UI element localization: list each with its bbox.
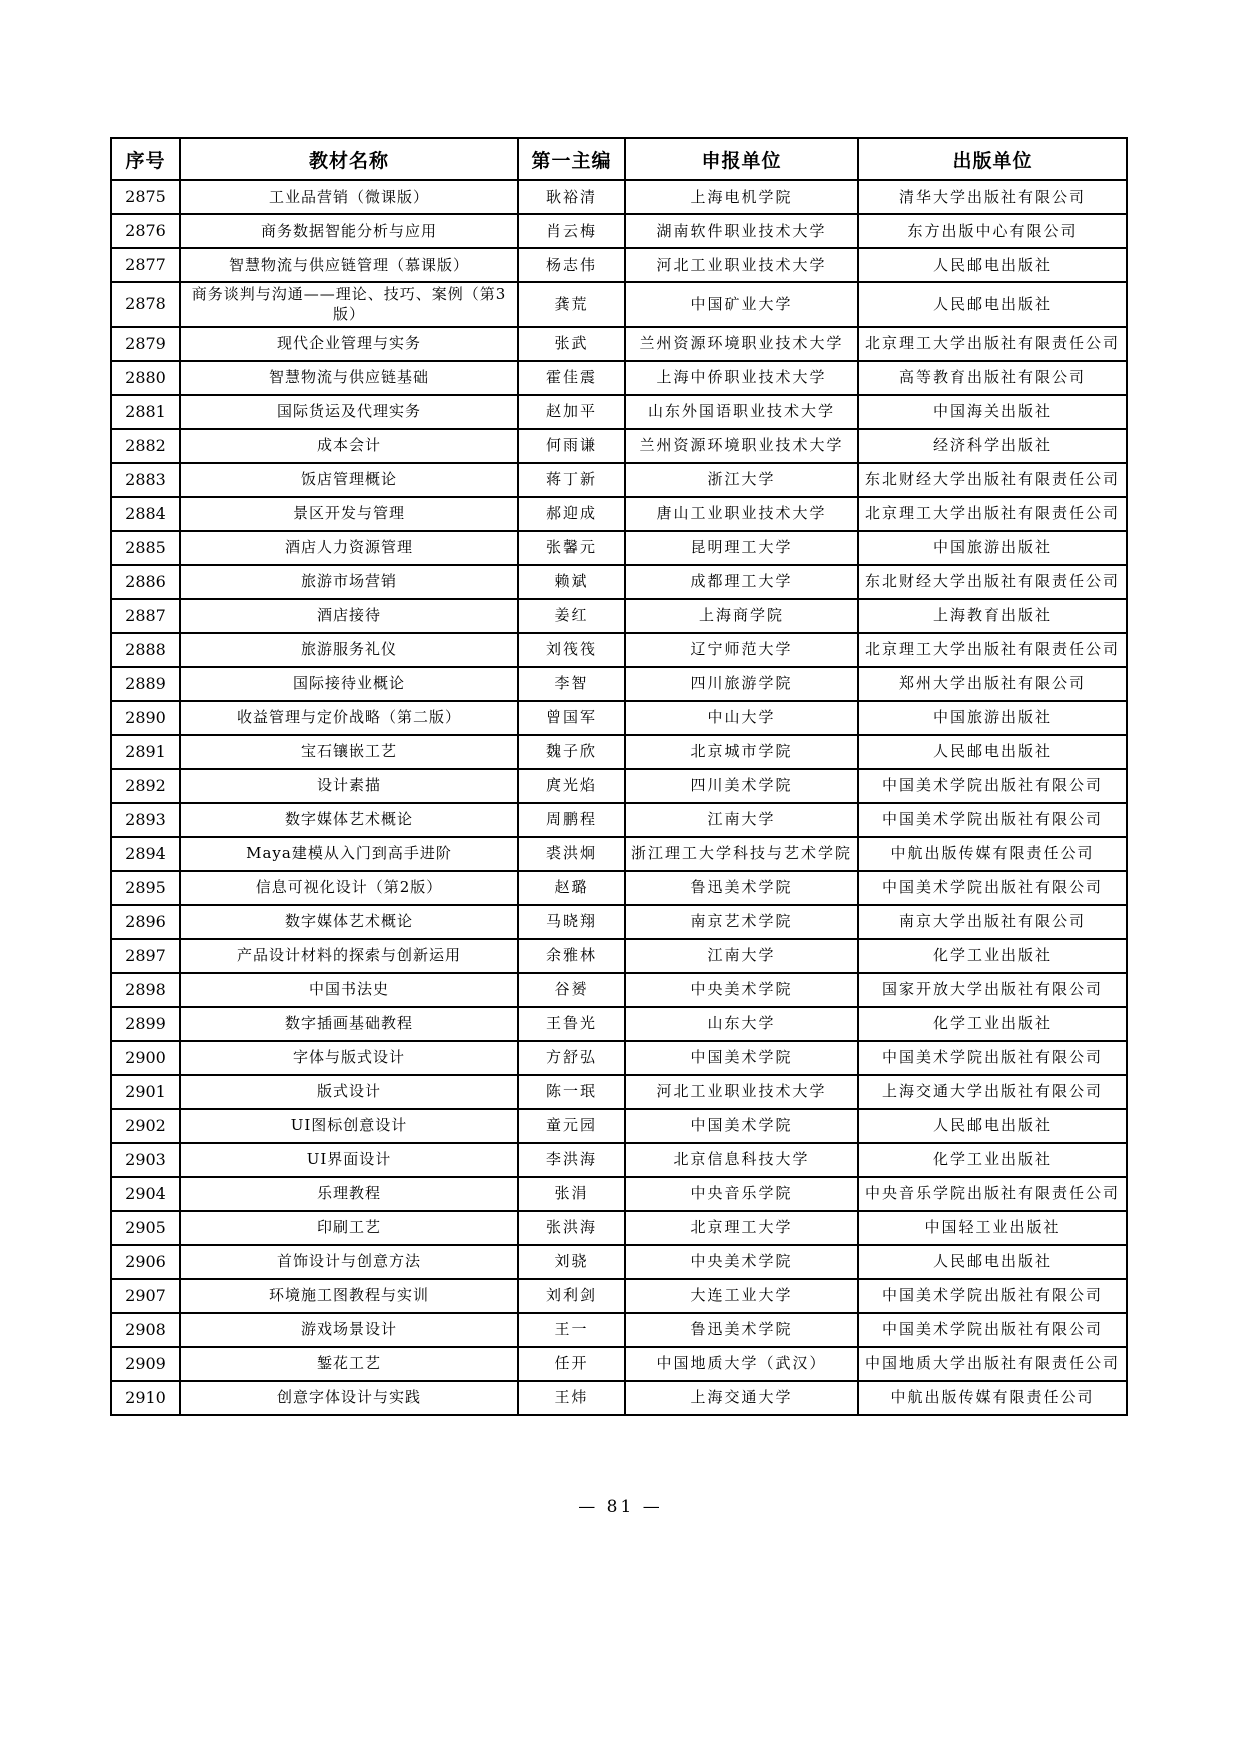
applicant-cell: 北京理工大学 — [625, 1211, 858, 1245]
header-publisher: 出版单位 — [858, 138, 1127, 180]
publisher-cell: 中国美术学院出版社有限公司 — [858, 1041, 1127, 1075]
editor-cell: 王鲁光 — [518, 1007, 625, 1041]
title-cell: 旅游市场营销 — [180, 565, 518, 599]
table-row — [111, 701, 1127, 735]
serial-cell: 2904 — [111, 1177, 180, 1211]
applicant-cell: 上海电机学院 — [625, 180, 858, 214]
publisher-cell: 中国美术学院出版社有限公司 — [858, 769, 1127, 803]
publisher-cell: 人民邮电出版社 — [858, 735, 1127, 769]
publisher-cell: 北京理工大学出版社有限责任公司 — [858, 327, 1127, 361]
serial-cell: 2891 — [111, 735, 180, 769]
publisher-cell: 北京理工大学出版社有限责任公司 — [858, 497, 1127, 531]
serial-cell: 2893 — [111, 803, 180, 837]
publisher-cell: 中国美术学院出版社有限公司 — [858, 1279, 1127, 1313]
applicant-cell: 中国矿业大学 — [625, 282, 858, 327]
table-row — [111, 1211, 1127, 1245]
editor-cell: 郝迎成 — [518, 497, 625, 531]
serial-cell: 2910 — [111, 1381, 180, 1415]
applicant-cell: 成都理工大学 — [625, 565, 858, 599]
publisher-cell: 高等教育出版社有限公司 — [858, 361, 1127, 395]
editor-cell: 曾国军 — [518, 701, 625, 735]
applicant-cell: 中央音乐学院 — [625, 1177, 858, 1211]
table-row — [111, 837, 1127, 871]
applicant-cell: 中国地质大学（武汉） — [625, 1347, 858, 1381]
title-cell: 创意字体设计与实践 — [180, 1381, 518, 1415]
table-row — [111, 214, 1127, 248]
applicant-cell: 上海交通大学 — [625, 1381, 858, 1415]
title-cell: 版式设计 — [180, 1075, 518, 1109]
editor-cell: 魏子欣 — [518, 735, 625, 769]
table-row — [111, 180, 1127, 214]
table-row — [111, 973, 1127, 1007]
title-cell: 信息可视化设计（第2版） — [180, 871, 518, 905]
editor-cell: 陈一珉 — [518, 1075, 625, 1109]
editor-cell: 余雅林 — [518, 939, 625, 973]
publisher-cell: 郑州大学出版社有限公司 — [858, 667, 1127, 701]
serial-cell: 2900 — [111, 1041, 180, 1075]
serial-cell: 2884 — [111, 497, 180, 531]
title-cell: 成本会计 — [180, 429, 518, 463]
publisher-cell: 中航出版传媒有限责任公司 — [858, 837, 1127, 871]
title-cell: 宝石镶嵌工艺 — [180, 735, 518, 769]
serial-cell: 2896 — [111, 905, 180, 939]
editor-cell: 张武 — [518, 327, 625, 361]
table-row — [111, 871, 1127, 905]
applicant-cell: 唐山工业职业技术大学 — [625, 497, 858, 531]
editor-cell: 耿裕清 — [518, 180, 625, 214]
applicant-cell: 江南大学 — [625, 939, 858, 973]
table-row — [111, 667, 1127, 701]
publisher-cell: 人民邮电出版社 — [858, 248, 1127, 282]
table-row — [111, 633, 1127, 667]
serial-cell: 2886 — [111, 565, 180, 599]
publisher-cell: 人民邮电出版社 — [858, 1245, 1127, 1279]
table-row — [111, 1109, 1127, 1143]
table-row — [111, 361, 1127, 395]
title-cell: 现代企业管理与实务 — [180, 327, 518, 361]
publisher-cell: 东北财经大学出版社有限责任公司 — [858, 565, 1127, 599]
publisher-cell: 上海交通大学出版社有限公司 — [858, 1075, 1127, 1109]
title-cell: 数字媒体艺术概论 — [180, 803, 518, 837]
table-row — [111, 327, 1127, 361]
header-serial: 序号 — [111, 138, 180, 180]
header-applicant: 申报单位 — [625, 138, 858, 180]
publisher-cell: 中国美术学院出版社有限公司 — [858, 803, 1127, 837]
publisher-cell: 人民邮电出版社 — [858, 1109, 1127, 1143]
table-row — [111, 1041, 1127, 1075]
serial-cell: 2892 — [111, 769, 180, 803]
applicant-cell: 四川美术学院 — [625, 769, 858, 803]
editor-cell: 姜红 — [518, 599, 625, 633]
serial-cell: 2889 — [111, 667, 180, 701]
editor-cell: 谷赟 — [518, 973, 625, 1007]
serial-cell: 2885 — [111, 531, 180, 565]
applicant-cell: 兰州资源环境职业技术大学 — [625, 327, 858, 361]
title-cell: 商务谈判与沟通——理论、技巧、案例（第3版） — [180, 282, 518, 327]
header-editor: 第一主编 — [518, 138, 625, 180]
editor-cell: 张馨元 — [518, 531, 625, 565]
serial-cell: 2888 — [111, 633, 180, 667]
serial-cell: 2894 — [111, 837, 180, 871]
editor-cell: 刘骁 — [518, 1245, 625, 1279]
table-row — [111, 1075, 1127, 1109]
title-cell: 游戏场景设计 — [180, 1313, 518, 1347]
publisher-cell: 南京大学出版社有限公司 — [858, 905, 1127, 939]
title-cell: 旅游服务礼仪 — [180, 633, 518, 667]
applicant-cell: 山东大学 — [625, 1007, 858, 1041]
title-cell: 酒店人力资源管理 — [180, 531, 518, 565]
applicant-cell: 江南大学 — [625, 803, 858, 837]
editor-cell: 赵璐 — [518, 871, 625, 905]
table-row — [111, 599, 1127, 633]
editor-cell: 刘筏筏 — [518, 633, 625, 667]
title-cell: 产品设计材料的探索与创新运用 — [180, 939, 518, 973]
editor-cell: 马晓翔 — [518, 905, 625, 939]
serial-cell: 2887 — [111, 599, 180, 633]
editor-cell: 李洪海 — [518, 1143, 625, 1177]
applicant-cell: 中国美术学院 — [625, 1109, 858, 1143]
title-cell: 国际货运及代理实务 — [180, 395, 518, 429]
editor-cell: 王炜 — [518, 1381, 625, 1415]
table-row — [111, 1177, 1127, 1211]
table-row — [111, 395, 1127, 429]
title-cell: UI图标创意设计 — [180, 1109, 518, 1143]
editor-cell: 蒋丁新 — [518, 463, 625, 497]
applicant-cell: 上海中侨职业技术大学 — [625, 361, 858, 395]
publisher-cell: 国家开放大学出版社有限公司 — [858, 973, 1127, 1007]
serial-cell: 2881 — [111, 395, 180, 429]
applicant-cell: 中国美术学院 — [625, 1041, 858, 1075]
applicant-cell: 中央美术学院 — [625, 1245, 858, 1279]
serial-cell: 2890 — [111, 701, 180, 735]
publisher-cell: 中国旅游出版社 — [858, 701, 1127, 735]
applicant-cell: 南京艺术学院 — [625, 905, 858, 939]
editor-cell: 肖云梅 — [518, 214, 625, 248]
title-cell: 酒店接待 — [180, 599, 518, 633]
table-row — [111, 803, 1127, 837]
title-cell: 国际接待业概论 — [180, 667, 518, 701]
serial-cell: 2880 — [111, 361, 180, 395]
applicant-cell: 浙江理工大学科技与艺术学院 — [625, 837, 858, 871]
serial-cell: 2878 — [111, 282, 180, 327]
publisher-cell: 东方出版中心有限公司 — [858, 214, 1127, 248]
editor-cell: 童元园 — [518, 1109, 625, 1143]
editor-cell: 方舒弘 — [518, 1041, 625, 1075]
applicant-cell: 浙江大学 — [625, 463, 858, 497]
serial-cell: 2876 — [111, 214, 180, 248]
serial-cell: 2908 — [111, 1313, 180, 1347]
editor-cell: 何雨谦 — [518, 429, 625, 463]
title-cell: Maya建模从入门到高手进阶 — [180, 837, 518, 871]
serial-cell: 2903 — [111, 1143, 180, 1177]
title-cell: 字体与版式设计 — [180, 1041, 518, 1075]
serial-cell: 2895 — [111, 871, 180, 905]
publisher-cell: 化学工业出版社 — [858, 1007, 1127, 1041]
header-title: 教材名称 — [180, 138, 518, 180]
table-row — [111, 282, 1127, 327]
editor-cell: 李智 — [518, 667, 625, 701]
serial-cell: 2879 — [111, 327, 180, 361]
applicant-cell: 辽宁师范大学 — [625, 633, 858, 667]
title-cell: 印刷工艺 — [180, 1211, 518, 1245]
publisher-cell: 中国地质大学出版社有限责任公司 — [858, 1347, 1127, 1381]
editor-cell: 刘利剑 — [518, 1279, 625, 1313]
table-row — [111, 1279, 1127, 1313]
title-cell: 乐理教程 — [180, 1177, 518, 1211]
applicant-cell: 大连工业大学 — [625, 1279, 858, 1313]
title-cell: 中国书法史 — [180, 973, 518, 1007]
title-cell: 景区开发与管理 — [180, 497, 518, 531]
table-header — [111, 138, 1127, 180]
editor-cell: 王一 — [518, 1313, 625, 1347]
table-row — [111, 1313, 1127, 1347]
applicant-cell: 昆明理工大学 — [625, 531, 858, 565]
title-cell: 收益管理与定价战略（第二版） — [180, 701, 518, 735]
title-cell: 商务数据智能分析与应用 — [180, 214, 518, 248]
serial-cell: 2905 — [111, 1211, 180, 1245]
table-row — [111, 1381, 1127, 1415]
publisher-cell: 化学工业出版社 — [858, 1143, 1127, 1177]
title-cell: 饭店管理概论 — [180, 463, 518, 497]
table-row — [111, 248, 1127, 282]
table-body — [111, 180, 1127, 1415]
applicant-cell: 河北工业职业技术大学 — [625, 1075, 858, 1109]
table-row — [111, 429, 1127, 463]
editor-cell: 赵加平 — [518, 395, 625, 429]
table-row — [111, 1143, 1127, 1177]
page-number: — 81 — — [578, 1497, 663, 1517]
editor-cell: 裘洪炯 — [518, 837, 625, 871]
serial-cell: 2899 — [111, 1007, 180, 1041]
publisher-cell: 清华大学出版社有限公司 — [858, 180, 1127, 214]
serial-cell: 2898 — [111, 973, 180, 1007]
table-row — [111, 1245, 1127, 1279]
publisher-cell: 中航出版传媒有限责任公司 — [858, 1381, 1127, 1415]
applicant-cell: 鲁迅美术学院 — [625, 871, 858, 905]
title-cell: 环境施工图教程与实训 — [180, 1279, 518, 1313]
table-row — [111, 565, 1127, 599]
publisher-cell: 中国旅游出版社 — [858, 531, 1127, 565]
title-cell: 设计素描 — [180, 769, 518, 803]
textbook-table — [110, 137, 1128, 1416]
serial-cell: 2902 — [111, 1109, 180, 1143]
title-cell: UI界面设计 — [180, 1143, 518, 1177]
applicant-cell: 河北工业职业技术大学 — [625, 248, 858, 282]
title-cell: 工业品营销（微课版） — [180, 180, 518, 214]
applicant-cell: 湖南软件职业技术大学 — [625, 214, 858, 248]
serial-cell: 2875 — [111, 180, 180, 214]
serial-cell: 2883 — [111, 463, 180, 497]
editor-cell: 龚荒 — [518, 282, 625, 327]
applicant-cell: 兰州资源环境职业技术大学 — [625, 429, 858, 463]
applicant-cell: 上海商学院 — [625, 599, 858, 633]
serial-cell: 2909 — [111, 1347, 180, 1381]
editor-cell: 霍佳震 — [518, 361, 625, 395]
publisher-cell: 化学工业出版社 — [858, 939, 1127, 973]
applicant-cell: 中山大学 — [625, 701, 858, 735]
applicant-cell: 北京信息科技大学 — [625, 1143, 858, 1177]
serial-cell: 2877 — [111, 248, 180, 282]
editor-cell: 张洪海 — [518, 1211, 625, 1245]
editor-cell: 任开 — [518, 1347, 625, 1381]
editor-cell: 杨志伟 — [518, 248, 625, 282]
applicant-cell: 山东外国语职业技术大学 — [625, 395, 858, 429]
serial-cell: 2907 — [111, 1279, 180, 1313]
serial-cell: 2897 — [111, 939, 180, 973]
table-row — [111, 463, 1127, 497]
editor-cell: 周鹏程 — [518, 803, 625, 837]
table-row — [111, 939, 1127, 973]
applicant-cell: 北京城市学院 — [625, 735, 858, 769]
publisher-cell: 人民邮电出版社 — [858, 282, 1127, 327]
table-row — [111, 1347, 1127, 1381]
table-row — [111, 531, 1127, 565]
publisher-cell: 经济科学出版社 — [858, 429, 1127, 463]
publisher-cell: 中国海关出版社 — [858, 395, 1127, 429]
editor-cell: 张涓 — [518, 1177, 625, 1211]
title-cell: 数字媒体艺术概论 — [180, 905, 518, 939]
applicant-cell: 中央美术学院 — [625, 973, 858, 1007]
publisher-cell: 中国美术学院出版社有限公司 — [858, 871, 1127, 905]
publisher-cell: 中国轻工业出版社 — [858, 1211, 1127, 1245]
publisher-cell: 中央音乐学院出版社有限责任公司 — [858, 1177, 1127, 1211]
publisher-cell: 北京理工大学出版社有限责任公司 — [858, 633, 1127, 667]
applicant-cell: 鲁迅美术学院 — [625, 1313, 858, 1347]
table-row — [111, 905, 1127, 939]
title-cell: 数字插画基础教程 — [180, 1007, 518, 1041]
title-cell: 錾花工艺 — [180, 1347, 518, 1381]
serial-cell: 2882 — [111, 429, 180, 463]
editor-cell: 赖斌 — [518, 565, 625, 599]
publisher-cell: 上海教育出版社 — [858, 599, 1127, 633]
title-cell: 智慧物流与供应链基础 — [180, 361, 518, 395]
table-row — [111, 769, 1127, 803]
serial-cell: 2901 — [111, 1075, 180, 1109]
table-row — [111, 1007, 1127, 1041]
header-row — [111, 138, 1127, 180]
publisher-cell: 东北财经大学出版社有限责任公司 — [858, 463, 1127, 497]
table-row — [111, 497, 1127, 531]
applicant-cell: 四川旅游学院 — [625, 667, 858, 701]
table-row — [111, 735, 1127, 769]
publisher-cell: 中国美术学院出版社有限公司 — [858, 1313, 1127, 1347]
editor-cell: 庹光焰 — [518, 769, 625, 803]
title-cell: 首饰设计与创意方法 — [180, 1245, 518, 1279]
title-cell: 智慧物流与供应链管理（慕课版） — [180, 248, 518, 282]
serial-cell: 2906 — [111, 1245, 180, 1279]
